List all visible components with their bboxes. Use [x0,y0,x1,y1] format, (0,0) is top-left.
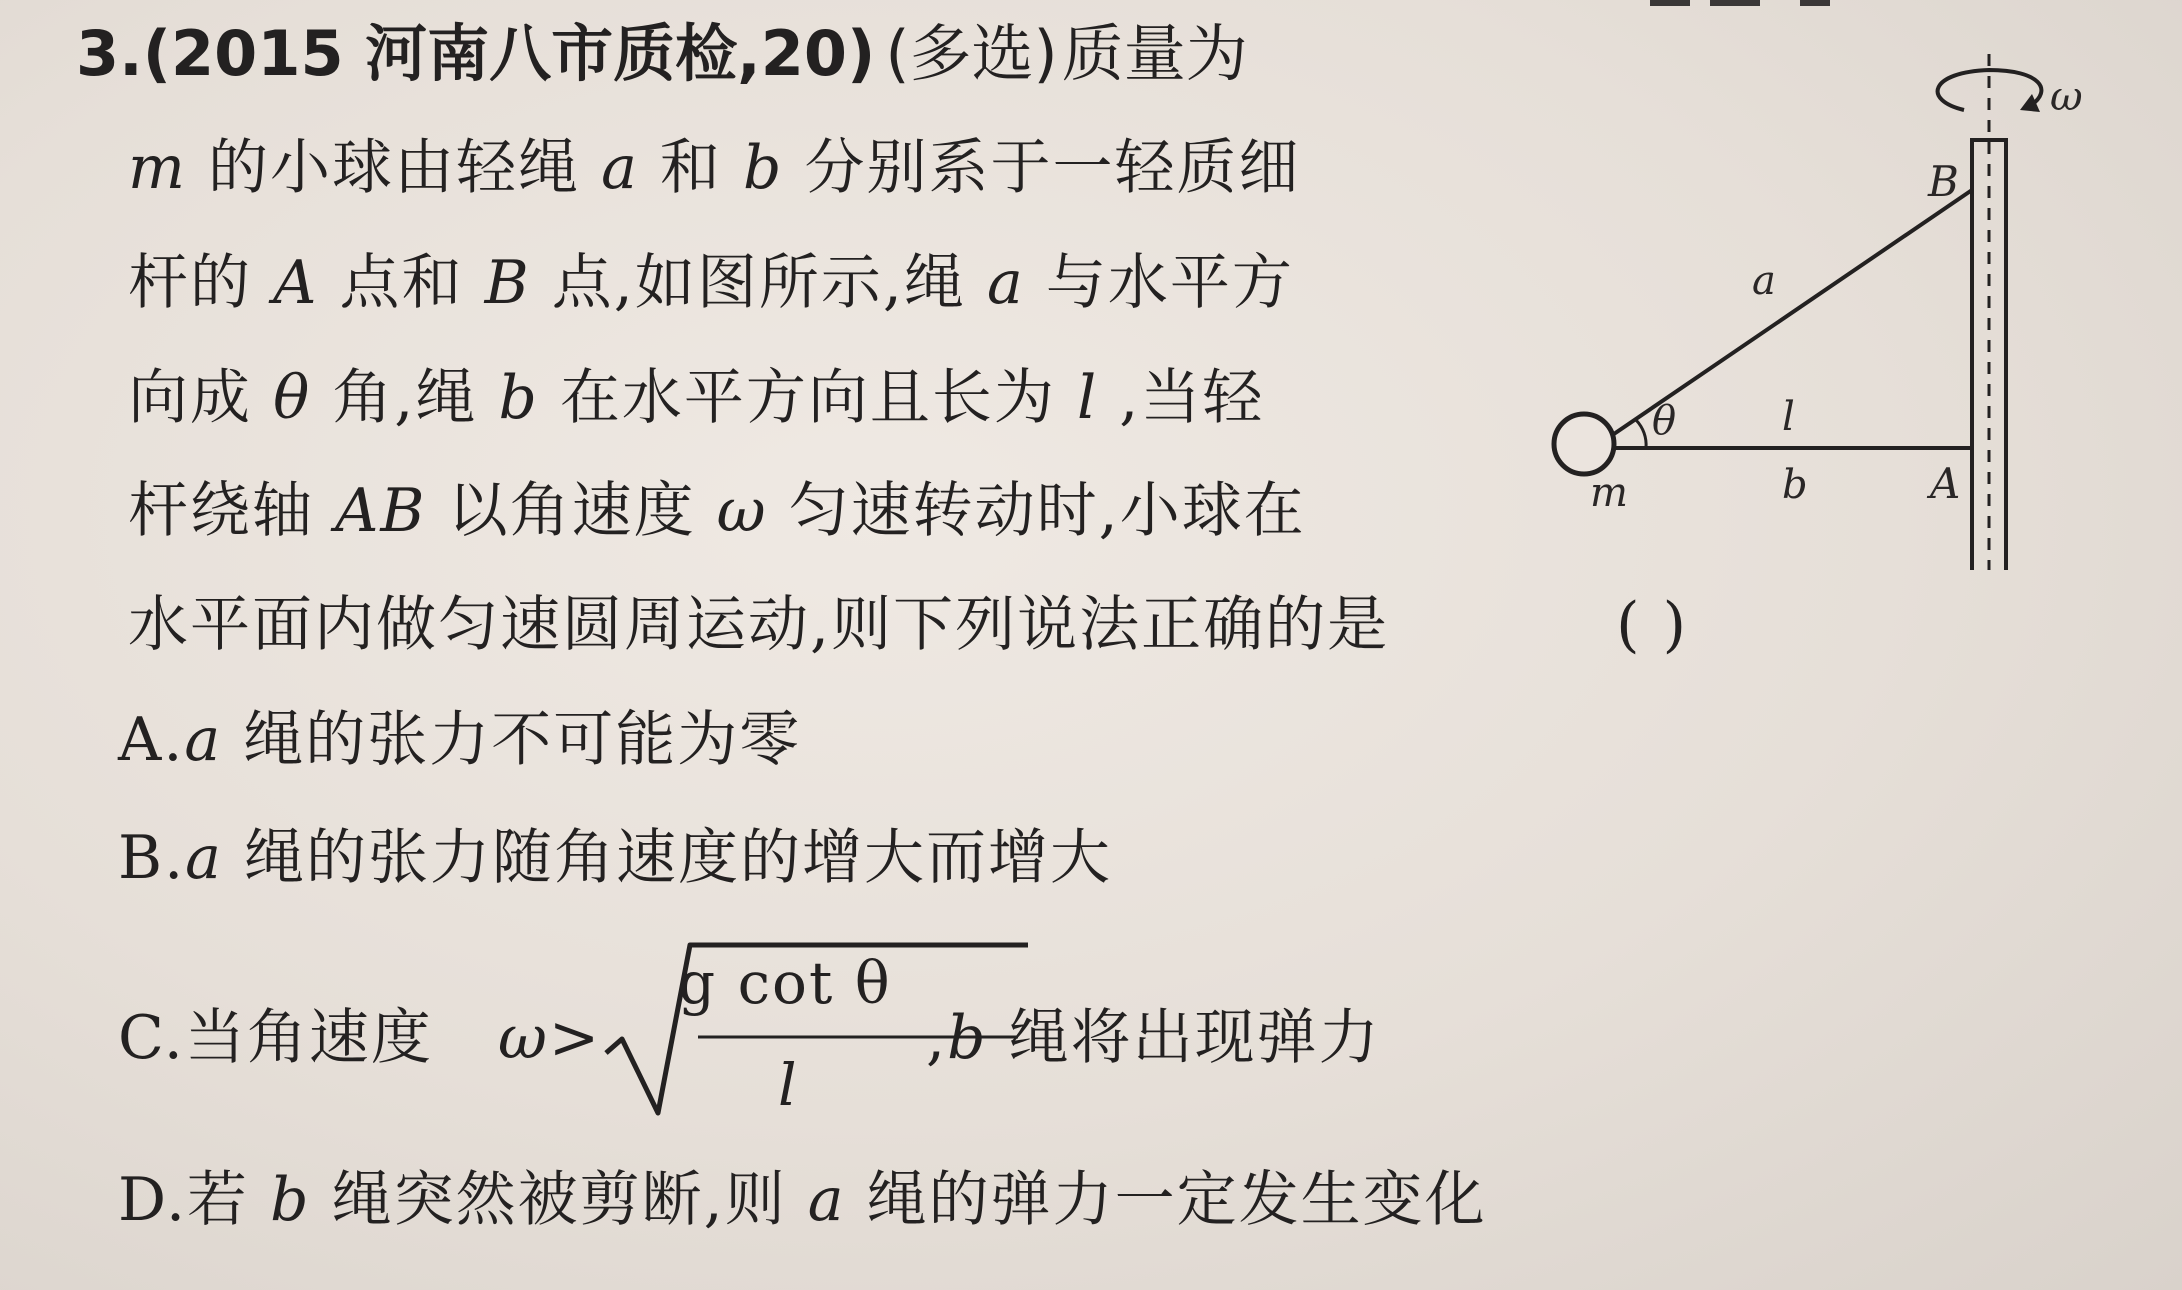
physics-diagram [1520,50,2120,570]
cropped-text-fragment [1650,0,1870,8]
text: 点,如图所示,绳 [551,248,966,318]
question-line-1 [128,128,1301,208]
option-a [118,700,801,780]
question-text-start: 质量为 [1061,17,1248,90]
option-text: 绳将出现弹力 [1008,1003,1381,1073]
text: 匀速转动时,小球在 [788,476,1306,546]
fraction-denominator: l [778,1051,799,1119]
question-tag: (多选) [885,17,1058,90]
var-b: b [498,363,539,433]
var-a: a [185,823,223,893]
label-A: A [1930,459,1961,508]
text: 杆绕轴 [128,476,314,546]
question-number: 3. [76,17,143,90]
omega-greater-than: ω> [498,1003,602,1073]
option-label: C. [118,1003,185,1073]
question-source: (2015 河南八市质检,20) [142,17,876,90]
label-theta: θ [1652,398,1677,444]
text: 杆的 [128,248,252,318]
question-line-4 [128,471,1306,551]
label-B: B [1928,157,1959,206]
var-a: a [986,248,1025,318]
option-c-after: ,b 绳将出现弹力 [926,1003,1381,1073]
text: 与水平方 [1045,248,1294,318]
answer-bracket: ( ) [1616,590,1688,660]
option-text: 当角速度 [184,1003,433,1073]
label-m: m [1590,470,1628,516]
var-omega: ω [716,476,768,546]
ball [1554,414,1614,474]
option-text: 若 [187,1165,250,1235]
var-B: B [484,248,531,318]
text: 分别系于一轻质细 [804,133,1301,203]
option-text: 绳的弹力一定发生变化 [866,1165,1487,1235]
var-b: b [947,1003,988,1073]
text: 点和 [339,248,464,318]
text: 以角速度 [447,476,696,546]
option-b [118,818,1112,898]
var-l: l [1077,363,1099,433]
option-label: A. [118,705,185,775]
question-line-2 [128,243,1294,323]
text: 的小球由轻绳 [207,133,580,203]
label-a: a [1752,258,1776,304]
option-label: B. [118,823,186,893]
fraction-numerator: g cot θ [678,949,892,1017]
question-line-5 [128,585,1688,665]
label-omega: ω [2050,74,2083,120]
option-text: 绳突然被剪断,则 [331,1165,787,1235]
question-heading [76,14,1248,94]
option-text: 绳的张力随角速度的增大而增大 [244,823,1113,893]
var-A: A [273,248,319,318]
var-m: m [128,133,187,203]
text: 在水平方向且长为 [559,363,1056,433]
angle-arc [1636,420,1646,448]
text: 和 [659,133,722,203]
var-a: a [184,705,223,775]
var-AB: AB [335,476,427,546]
text: ,当轻 [1119,363,1265,433]
text: 角,绳 [332,363,478,433]
question-line-3 [128,358,1264,438]
option-d [118,1160,1487,1240]
label-b: b [1782,462,1808,508]
option-label: D. [118,1165,188,1235]
text: 向成 [128,363,252,433]
var-b: b [270,1165,311,1235]
text: 水平面内做匀速圆周运动,则下列说法正确的是 [128,590,1390,660]
var-b: b [743,133,784,203]
option-c-lead [118,998,433,1078]
var-theta: θ [273,363,312,433]
var-a: a [807,1165,846,1235]
option-text: 绳的张力不可能为零 [243,705,802,775]
label-l: l [1782,394,1795,440]
var-a: a [601,133,639,203]
